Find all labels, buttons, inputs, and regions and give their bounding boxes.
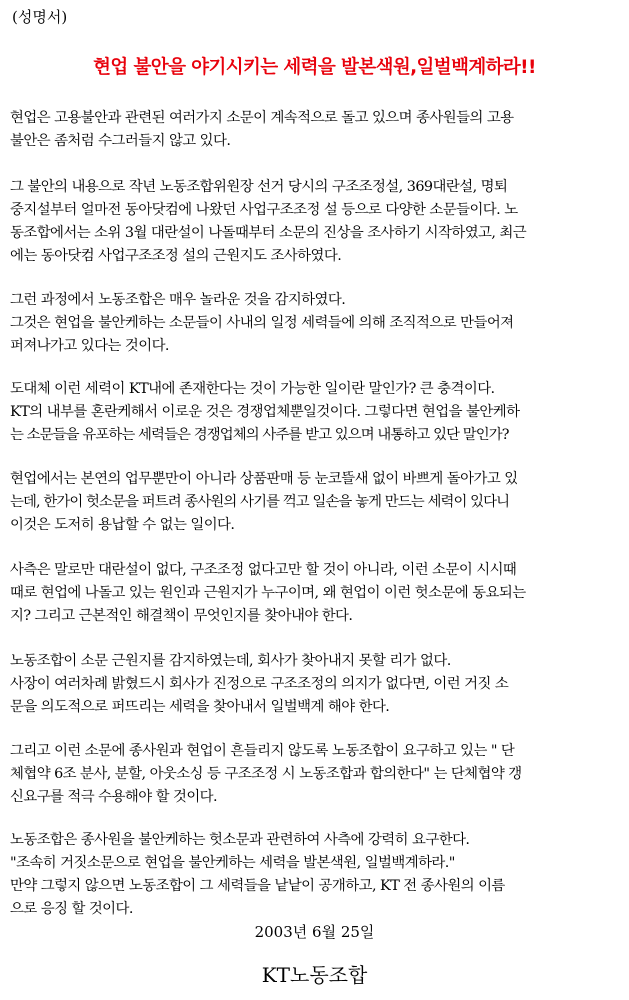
paragraph-4 [10,378,622,447]
text-line: 그리고 이런 소문에 종사원과 현업이 흔들리지 않도록 노동조합이 요구하고 있는 " 단 [10,743,515,759]
text-line: 문을 의도적으로 퍼뜨리는 세력을 찾아내서 일벌백계 해야 한다. [10,699,390,715]
paragraph-7 [10,650,622,719]
text-line: 그것은 현업을 불안케하는 소문들이 사내의 일정 세력들에 의해 조직적으로 만들어져 [10,315,514,331]
text-line: 사측은 말로만 대란설이 없다, 구조조정 없다고만 할 것이 아니라, 이런 소문이 시시때 [10,562,517,578]
text-line: 에는 동아닷컴 사업구조조정 설의 근원지도 조사하였다. [10,248,342,264]
text-line: 체협약 6조 분사, 분할, 아웃소싱 등 구조조정 시 노동조합과 합의한다" 는 단체협약 갱 [10,766,522,782]
statement-title: 현업 불안을 야기시키는 세력을 발본색원,일벌백계하라!! [93,57,536,78]
text-line: 만약 그렇지 않으면 노동조합이 그 세력들을 낱낱이 공개하고, KT 전 종사원의 이름 [10,878,505,894]
paragraph-2 [10,176,622,268]
text-line: 중지설부터 얼마전 동아닷컴에 나왔던 사업구조조정 설 등으로 다양한 소문들이다. 노 [10,202,518,218]
paragraph-6 [10,559,622,628]
text-line: 는 소문들을 유포하는 세력들은 경쟁업체의 사주를 받고 있으며 내통하고 있단 말인가? [10,427,509,443]
text-line: 노동조합이 소문 근원지를 감지하였는데, 회사가 찾아내지 못할 리가 없다. [10,653,451,669]
text-line: 노동조합은 종사원을 불안케하는 헛소문과 관련하여 사측에 강력히 요구한다. [10,832,470,848]
text-line: 현업에서는 본연의 업무뿐만이 아니라 상품판매 등 눈코뜰새 없이 바쁘게 돌아가고 있 [10,471,518,487]
text-line: 도대체 이런 세력이 KT내에 존재한다는 것이 가능한 일이란 말인가? 큰 충격이다. [10,381,495,397]
text-line: 때로 현업에 나돌고 있는 원인과 근원지가 누구이며, 왜 현업이 이런 헛소문에 동요되는 [10,585,526,601]
paragraph-1 [10,107,622,153]
text-line: 불안은 좀처럼 수그러들지 않고 있다. [10,133,231,149]
text-line: 그 불안의 내용으로 작년 노동조합위원장 선거 당시의 구조조정설, 369대란설, 명퇴 [10,179,508,195]
text-line: 동조합에서는 소위 3월 대란설이 나돌때부터 소문의 진상을 조사하기 시작하였고, 최근 [10,225,527,241]
text-line: KT의 내부를 혼란케해서 이로운 것은 경쟁업체뿐일것이다. 그렇다면 현업을 불안케하 [10,404,520,420]
text-line: 그런 과정에서 노동조합은 매우 놀라운 것을 감지하였다. [10,292,346,308]
paragraph-9 [10,829,622,921]
paragraph-3 [10,289,622,358]
text-line: 으로 응징 할 것이다. [10,901,133,917]
text-line: 는데, 한가이 헛소문을 퍼트려 종사원의 사기를 꺽고 일손을 놓게 만드는 세력이 있다니 [10,494,510,510]
text-line: 이것은 도저히 용납할 수 없는 일이다. [10,517,235,533]
document-type-label: (성명서) [12,8,68,26]
statement-date: 2003년 6월 25일 [254,923,375,941]
text-line: 사장이 여러차례 밝혔드시 회사가 진정으로 구조조정의 의지가 없다면, 이런 거짓 소 [10,676,509,692]
text-line: 지? 그리고 근본적인 해결책이 무엇인지를 찾아내야 한다. [10,608,353,624]
issuer-signature: KT노동조합 [261,963,368,987]
text-line: 신요구를 적극 수용해야 할 것이다. [10,789,218,805]
paragraph-5 [10,468,622,537]
text-line: "조속히 거짓소문으로 현업을 불안케하는 세력을 발본색원, 일벌백계하라." [10,855,455,871]
text-line: 현업은 고용불안과 관련된 여러가지 소문이 계속적으로 돌고 있으며 종사원들의 고용 [10,110,514,126]
text-line: 퍼져나가고 있다는 것이다. [10,338,169,354]
paragraph-8 [10,740,622,809]
